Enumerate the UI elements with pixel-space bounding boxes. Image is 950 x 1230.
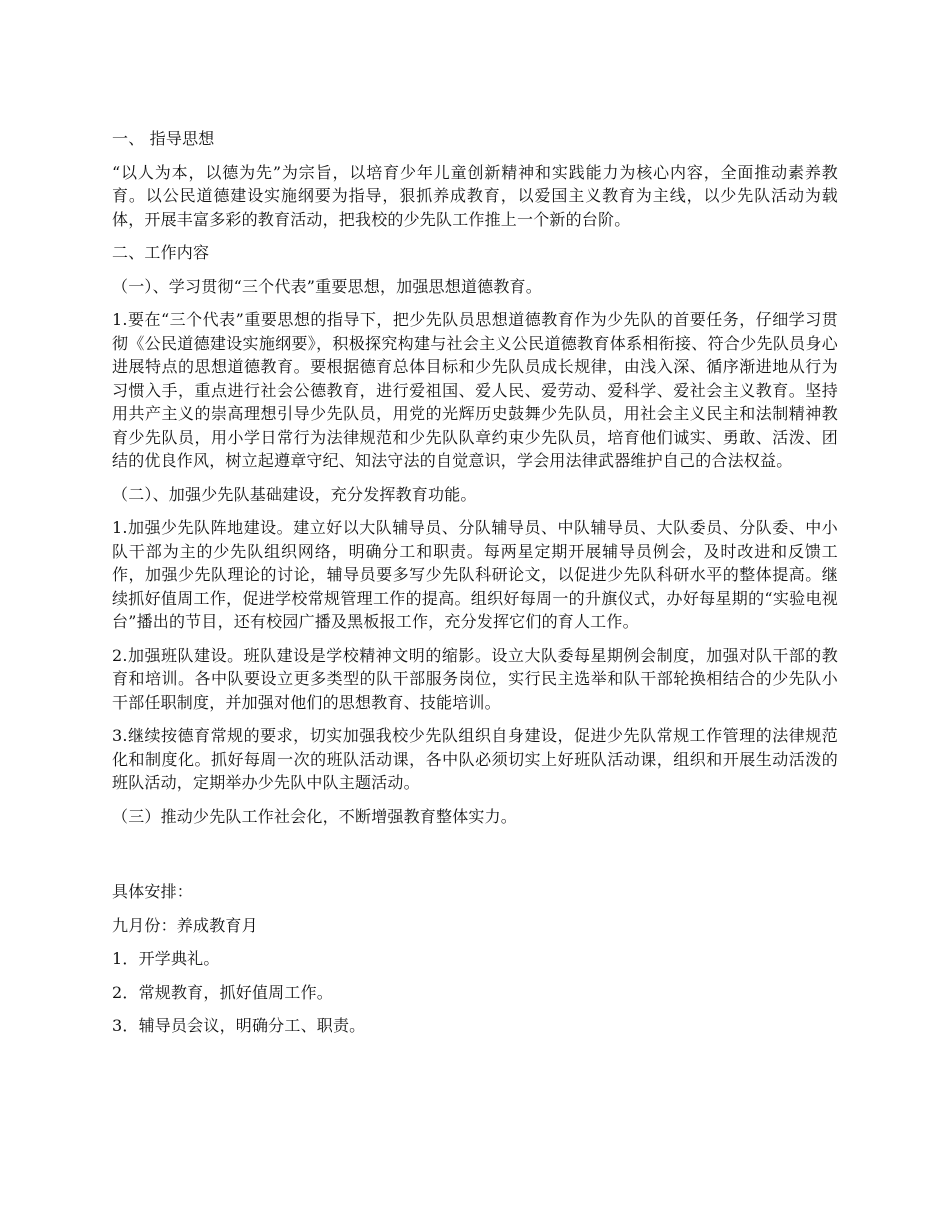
subsection-heading-1: （一）、学习贯彻“三个代表”重要思想，加强思想道德教育。 [112, 276, 542, 296]
month-heading: 九月份：养成教育月 [112, 915, 258, 935]
paragraph-moral-education: 1.要在“三个代表”重要思想的指导下，把少先队员思想道德教育作为少先队的首要任务，仔细学习贯彻《公民道德建设实施纲要》，积极探究构建与社会主义公民道德教育体系相衔接、符合少先队员身心进展特点的思想道德教育。要根据德育总体目标和少先队员成长规律，由浅入深、循序渐进地从行为习惯入手，重点进行社会公德教育，进行爱祖国、爱人民、爱劳动、爱科学、爱社会主义教育。坚持用共产主义的崇高理想引导少先队员，用党的光辉历史鼓舞少先队员，用社会主义民主和法制精神教育少先队员，用小学日常行为法律规范和少先队队章约束少先队员，培育他们诚实、勇敢、活泼、团结的优良作风，树立起遵章守纪、知法守法的自觉意识，学会用法律武器维护自己的合法权益。 [112, 310, 838, 470]
paragraph-class-building: 2.加强班队建设。班队建设是学校精神文明的缩影。设立大队委每星期例会制度，加强对队干部的教育和培训。各中队要设立更多类型的队干部服务岗位，实行民主选举和队干部轮换相结合的少先队小干部任职制度，并加强对他们的思想教育、技能培训。 [112, 645, 838, 712]
list-item: 1．开学典礼。 [112, 949, 220, 968]
list-item: 2．常规教育，抓好值周工作。 [112, 982, 333, 1002]
subsection-heading-3: （三）推动少先队工作社会化，不断增强教育整体实力。 [112, 806, 518, 826]
document-page [112, 127, 838, 1038]
section-heading-guiding-ideology: 一、 指导思想 [112, 129, 215, 148]
subsection-heading-2: （二）、加强少先队基础建设，充分发挥教育功能。 [112, 484, 477, 504]
list-item: 3．辅导员会议，明确分工、职责。 [112, 1016, 366, 1035]
paragraph-routine-requirements: 3.继续按德育常规的要求，切实加强我校少先队组织自身建设，促进少先队常规工作管理的法律规范化和制度化。抓好每周一次的班队活动课，各中队必须切实上好班队活动课，组织和开展生动活泼的班队活动，定期举办少先队中队主题活动。 [112, 726, 838, 792]
section-heading-work-content: 二、工作内容 [112, 243, 210, 262]
arrangement-heading: 具体安排： [112, 882, 194, 901]
paragraph-position-building: 1.加强少先队阵地建设。建立好以大队辅导员、分队辅导员、中队辅导员、大队委员、分队委、中小队干部为主的少先队组织网络，明确分工和职责。每两星定期开展辅导员例会，及时改进和反馈工作，加强少先队理论的讨论，辅导员要多写少先队科研论文，以促进少先队科研水平的整体提高。继续抓好值周工作，促进学校常规管理工作的提高。组织好每周一的升旗仪式，办好每星期的“实验电视台”播出的节目，还有校园广播及黑板报工作，充分发挥它们的育人工作。 [112, 518, 838, 631]
paragraph-guiding-ideology: “以人为本，以德为先”为宗旨，以培育少年儿童创新精神和实践能力为核心内容，全面推动素养教育。以公民道德建设实施纲要为指导，狠抓养成教育，以爱国主义教育为主线，以少先队活动为载体，开展丰富多彩的教育活动，把我校的少先队工作推上一个新的台阶。 [112, 162, 838, 229]
